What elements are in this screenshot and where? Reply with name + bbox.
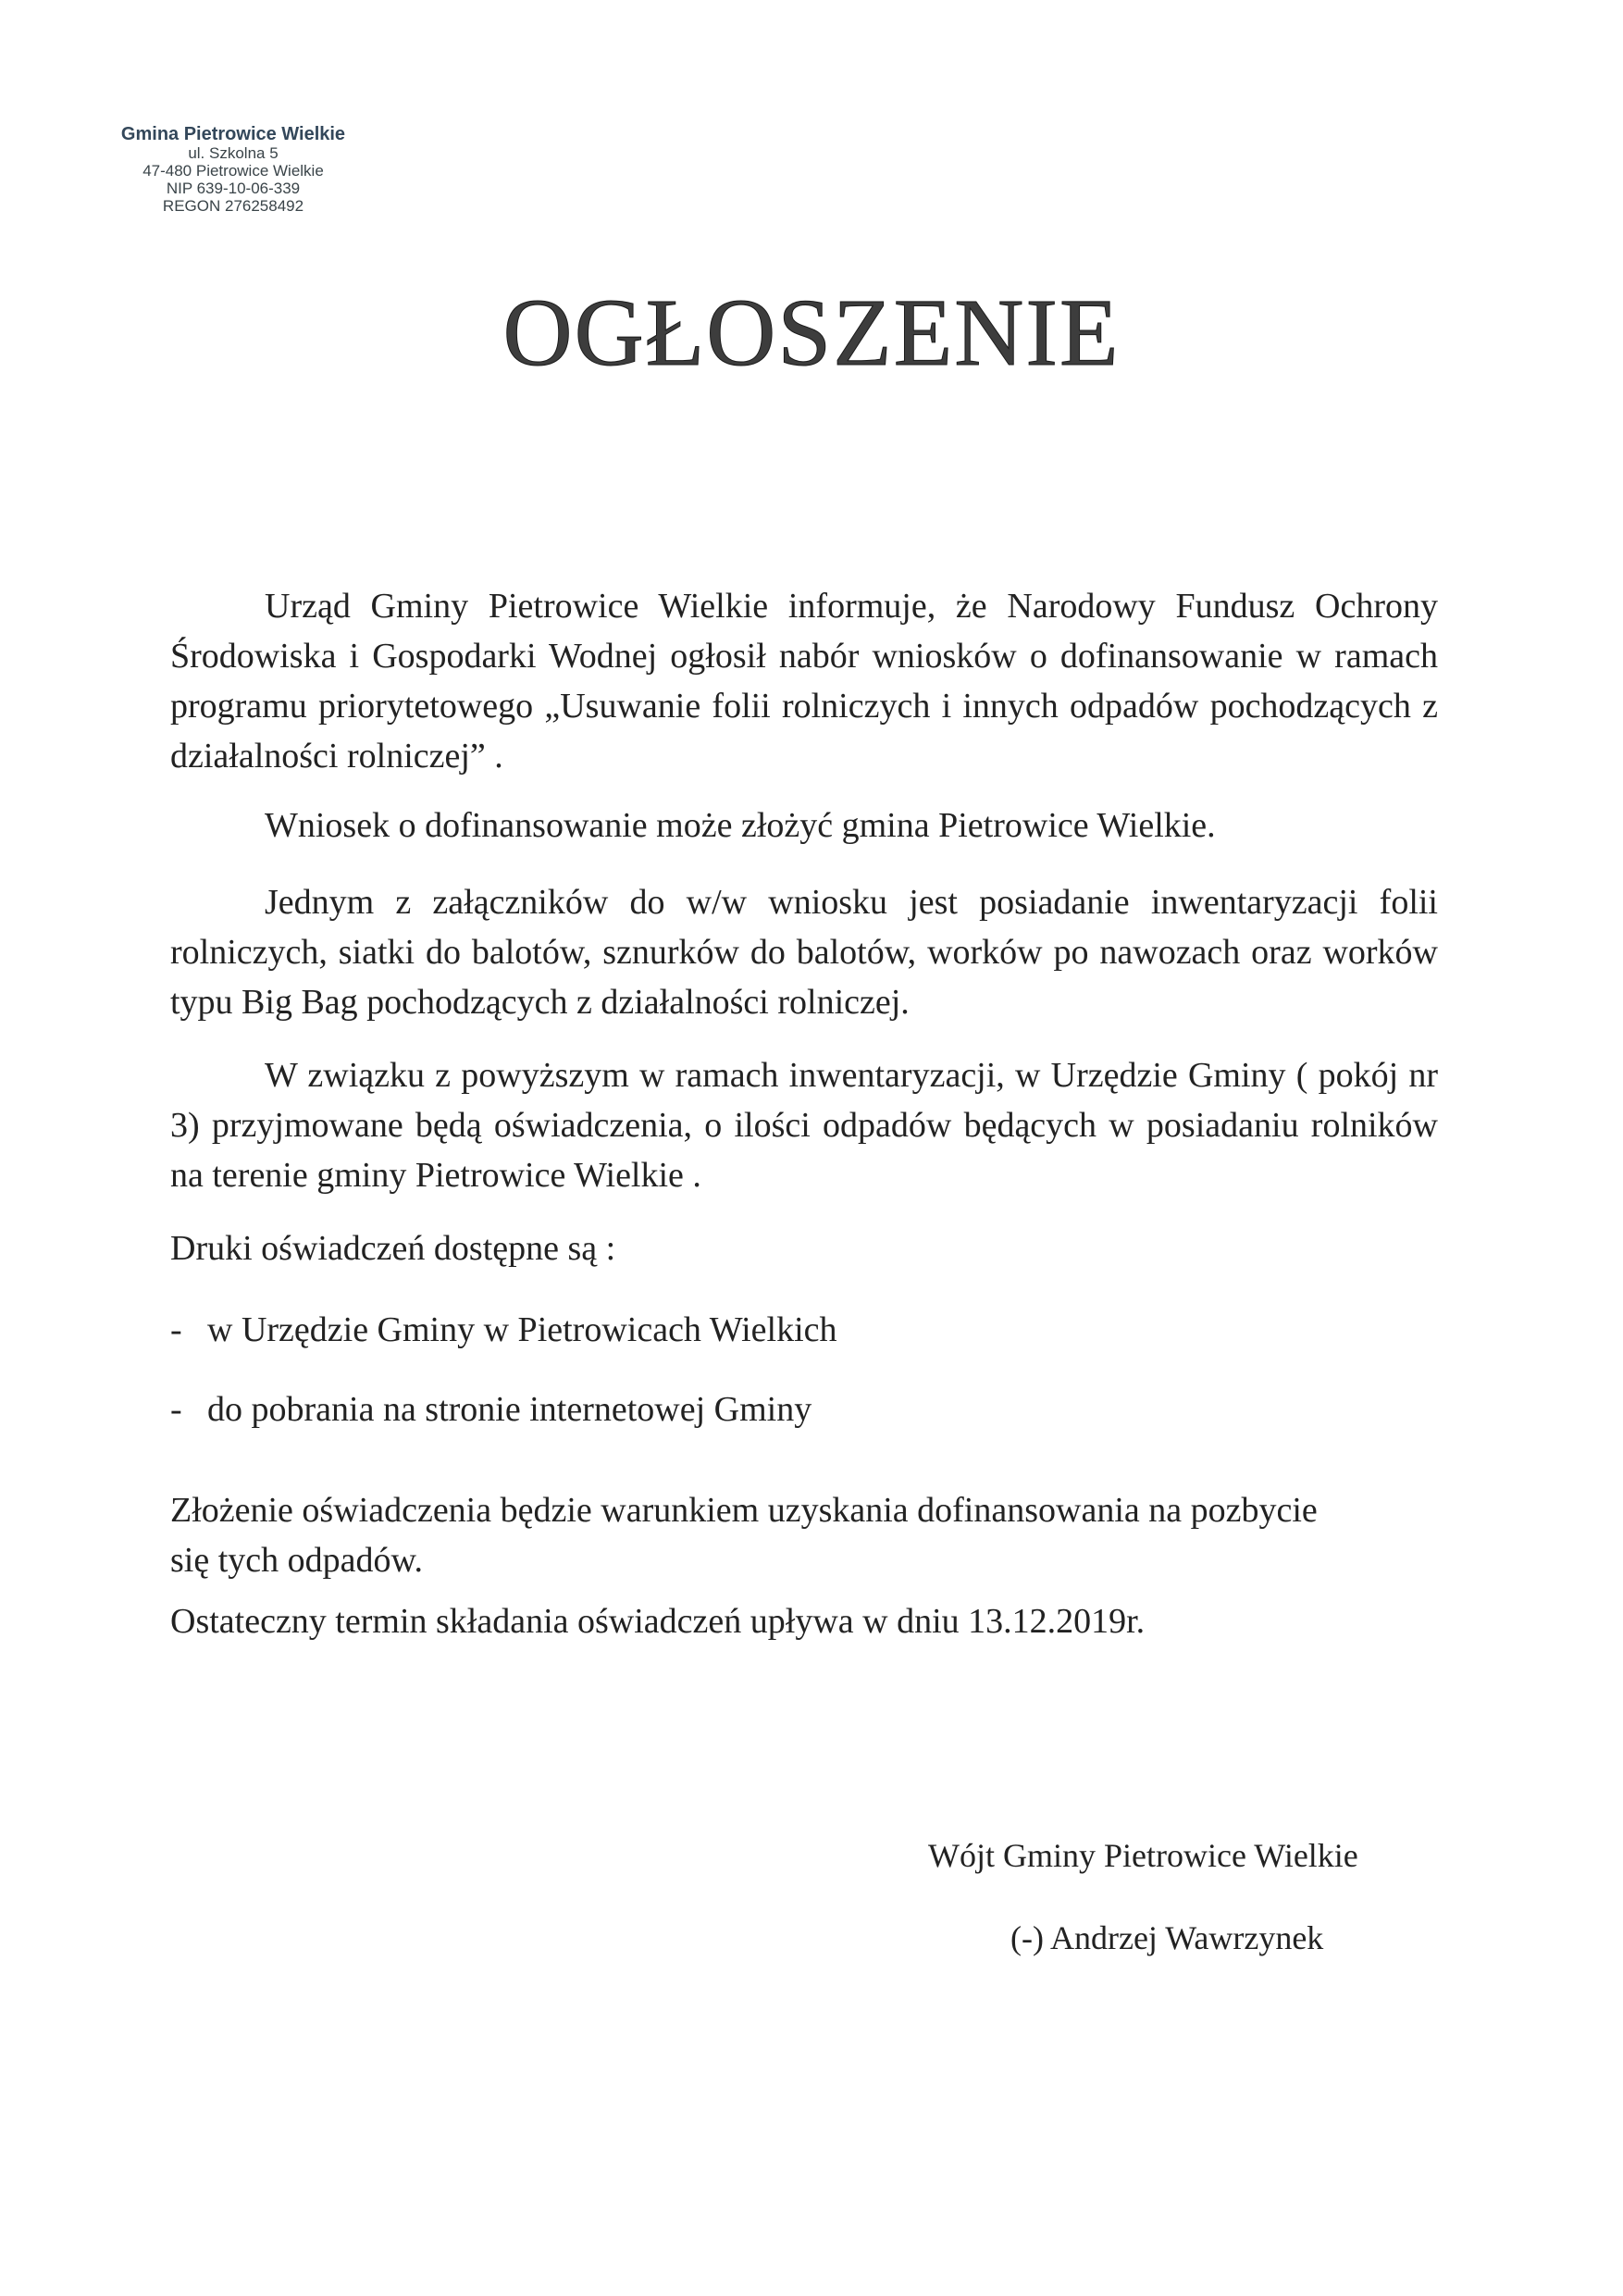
bullet-item-office [170, 1305, 1438, 1355]
paragraph-announcement: Urząd Gminy Pietrowice Wielkie informuje, że Narodowy Fundusz Ochrony Środowiska i Gospodarki Wodnej ogłosił nabór wniosków o dofinansowanie w ramach programu priorytetowego „Usuwanie folii rolniczych i innych odpadów pochodzących z działalności rolniczej” . [170, 587, 1438, 776]
bullet-item-website [170, 1384, 1438, 1434]
paragraph-declarations: W związku z powyższym w ramach inwentaryzacji, w Urzędzie Gminy ( pokój nr 3) przyjmowane będą oświadczenia, o ilości odpadów będących w posiadaniu rolników na terenie gminy Pietrowice Wielkie . [170, 1056, 1438, 1195]
page-title: OGŁOSZENIE [502, 279, 1121, 386]
paragraph-condition: Złożenie oświadczenia będzie warunkiem uzyskania dofinansowania na pozbycie się tych odpadów. [170, 1491, 1318, 1580]
stamp-office-name: Gmina Pietrowice Wielkie [120, 124, 346, 144]
signature-role: Wójt Gminy Pietrowice Wielkie [928, 1837, 1358, 1874]
paragraph-attachments: Jednym z załączników do w/w wniosku jest posiadanie inwentaryzacji folii rolniczych, siatki do balotów, sznurków do balotów, worków po nawozach oraz worków typu Big Bag pochodzących z działalności rolniczej. [170, 883, 1438, 1022]
paragraph-deadline: Ostateczny termin składania oświadczeń upływa w dniu 13.12.2019r. [170, 1602, 1146, 1641]
bullet-text: do pobrania na stronie internetowej Gminy [207, 1390, 812, 1429]
paragraph-applicant: Wniosek o dofinansowanie może złożyć gmina Pietrowice Wielkie. [265, 806, 1216, 845]
stamp-city: 47-480 Pietrowice Wielkie [142, 162, 324, 180]
paragraph-forms-available: Druki oświadczeń dostępne są : [170, 1229, 616, 1268]
stamp-regon: REGON 276258492 [162, 197, 304, 216]
bullet-text: w Urzędzie Gminy w Pietrowicach Wielkich [207, 1310, 837, 1349]
bullet-dash: - [170, 1310, 182, 1349]
stamp-street: ul. Szkolna 5 [188, 144, 279, 163]
signature-name: (-) Andrzej Wawrzynek [1010, 1919, 1324, 1956]
office-stamp [85, 124, 381, 216]
stamp-nip: NIP 639-10-06-339 [166, 180, 301, 198]
bullet-dash: - [170, 1390, 182, 1429]
